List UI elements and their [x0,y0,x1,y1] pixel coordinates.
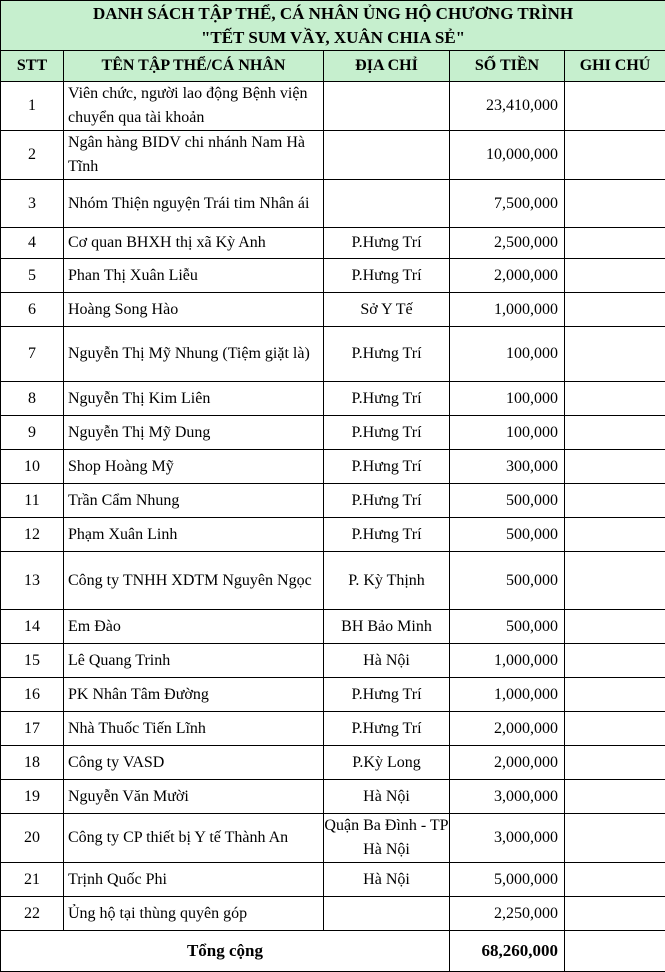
row-note [565,644,665,678]
row-amount: 100,000 [450,416,565,450]
row-stt: 3 [1,180,64,228]
column-header-address: ĐỊA CHỈ [324,51,450,82]
row-address: P. Kỳ Thịnh [324,552,450,610]
table-row [1,814,665,863]
total-note [565,931,665,972]
row-note [565,327,665,382]
table-row [1,259,665,293]
row-stt: 5 [1,259,64,293]
row-name: Ngân hàng BIDV chi nhánh Nam Hà Tĩnh [64,131,324,180]
row-address: P.Hưng Trí [324,382,450,416]
column-header-stt: STT [1,51,64,82]
row-note [565,416,665,450]
row-name: Nguyễn Thị Kim Liên [64,382,324,416]
row-address: Hà Nội [324,780,450,814]
row-note [565,382,665,416]
row-amount: 1,000,000 [450,644,565,678]
row-name: Lê Quang Trinh [64,644,324,678]
row-stt: 4 [1,228,64,259]
row-address: P.Hưng Trí [324,678,450,712]
row-amount: 100,000 [450,382,565,416]
row-name: PK Nhân Tâm Đường [64,678,324,712]
row-address: P.Hưng Trí [324,416,450,450]
row-stt: 17 [1,712,64,746]
table-row [1,610,665,644]
row-name: Công ty VASD [64,746,324,780]
row-amount: 300,000 [450,450,565,484]
row-address: Hà Nội [324,863,450,897]
row-name: Nguyễn Thị Mỹ Dung [64,416,324,450]
row-address: P.Hưng Trí [324,518,450,552]
table-row [1,712,665,746]
row-address: Sở Y Tế [324,293,450,327]
row-address: P.Hưng Trí [324,712,450,746]
row-note [565,518,665,552]
row-stt: 14 [1,610,64,644]
row-amount: 23,410,000 [450,82,565,131]
row-name: Nhóm Thiện nguyện Trái tim Nhân ái [64,180,324,228]
row-note [565,228,665,259]
row-address [324,131,450,180]
title-line-1: DANH SÁCH TẬP THỂ, CÁ NHÂN ỦNG HỘ CHƯƠNG TRÌNH [1,2,665,26]
row-name: Trần Cẩm Nhung [64,484,324,518]
row-note [565,180,665,228]
title-row [1,1,665,51]
table-row [1,897,665,931]
row-name: Phan Thị Xuân Liễu [64,259,324,293]
row-address: P.Hưng Trí [324,450,450,484]
row-address: P.Kỳ Long [324,746,450,780]
row-note [565,131,665,180]
row-stt: 15 [1,644,64,678]
row-amount: 5,000,000 [450,863,565,897]
row-amount: 500,000 [450,552,565,610]
row-address: P.Hưng Trí [324,484,450,518]
row-note [565,82,665,131]
row-amount: 2,500,000 [450,228,565,259]
table-row [1,131,665,180]
row-stt: 9 [1,416,64,450]
table-row [1,780,665,814]
row-note [565,780,665,814]
row-amount: 3,000,000 [450,780,565,814]
row-note [565,552,665,610]
row-name: Shop Hoàng Mỹ [64,450,324,484]
row-stt: 13 [1,552,64,610]
table-row [1,552,665,610]
row-stt: 21 [1,863,64,897]
row-amount: 500,000 [450,518,565,552]
table-row [1,484,665,518]
row-amount: 500,000 [450,610,565,644]
row-stt: 20 [1,814,64,863]
row-note [565,450,665,484]
row-name: Công ty TNHH XDTM Nguyên Ngọc [64,552,324,610]
table-row [1,863,665,897]
table-row [1,644,665,678]
row-address [324,897,450,931]
column-header-name: TÊN TẬP THỂ/CÁ NHÂN [64,51,324,82]
row-note [565,897,665,931]
row-name: Phạm Xuân Linh [64,518,324,552]
row-address: Hà Nội [324,644,450,678]
row-stt: 19 [1,780,64,814]
row-stt: 7 [1,327,64,382]
table-row [1,746,665,780]
row-name: Hoàng Song Hào [64,293,324,327]
total-row [1,931,665,972]
row-stt: 11 [1,484,64,518]
row-amount: 2,000,000 [450,259,565,293]
row-name: Trịnh Quốc Phi [64,863,324,897]
row-amount: 2,250,000 [450,897,565,931]
row-name: Em Đào [64,610,324,644]
row-amount: 10,000,000 [450,131,565,180]
row-amount: 3,000,000 [450,814,565,863]
table-row [1,180,665,228]
row-name: Nguyễn Thị Mỹ Nhung (Tiệm giặt là) [64,327,324,382]
column-header-amount: SỐ TIỀN [450,51,565,82]
row-address: P.Hưng Trí [324,327,450,382]
row-stt: 22 [1,897,64,931]
row-note [565,484,665,518]
row-stt: 16 [1,678,64,712]
row-stt: 10 [1,450,64,484]
row-name: Nhà Thuốc Tiến Lĩnh [64,712,324,746]
table-body [1,82,665,931]
row-address: P.Hưng Trí [324,228,450,259]
row-amount: 7,500,000 [450,180,565,228]
table-row [1,228,665,259]
row-amount: 1,000,000 [450,293,565,327]
row-note [565,259,665,293]
row-address: P.Hưng Trí [324,259,450,293]
row-name: Ủng hộ tại thùng quyên góp [64,897,324,931]
total-label: Tổng cộng [1,931,450,972]
row-note [565,610,665,644]
row-stt: 1 [1,82,64,131]
row-stt: 18 [1,746,64,780]
row-name: Cơ quan BHXH thị xã Kỳ Anh [64,228,324,259]
table-row [1,382,665,416]
row-address: Quận Ba Đình - TP Hà Nội [324,814,450,863]
table-row [1,327,665,382]
row-amount: 1,000,000 [450,678,565,712]
table-row [1,678,665,712]
row-note [565,814,665,863]
row-amount: 2,000,000 [450,712,565,746]
row-stt: 12 [1,518,64,552]
row-note [565,293,665,327]
row-note [565,746,665,780]
column-header-note: GHI CHÚ [565,51,665,82]
total-amount: 68,260,000 [450,931,565,972]
row-name: Viên chức, người lao động Bệnh viện chuyển qua tài khoản [64,82,324,131]
table-row [1,293,665,327]
row-amount: 100,000 [450,327,565,382]
row-address [324,180,450,228]
row-note [565,712,665,746]
row-stt: 8 [1,382,64,416]
row-address [324,82,450,131]
row-name: Nguyễn Văn Mười [64,780,324,814]
table-row [1,416,665,450]
table-row [1,82,665,131]
row-amount: 500,000 [450,484,565,518]
table-title [1,1,665,51]
row-stt: 6 [1,293,64,327]
header-row [1,51,665,82]
row-note [565,863,665,897]
table-row [1,518,665,552]
table-row [1,450,665,484]
row-stt: 2 [1,131,64,180]
title-line-2: "TẾT SUM VẦY, XUÂN CHIA SẺ" [1,26,665,50]
row-name: Công ty CP thiết bị Y tế Thành An [64,814,324,863]
row-note [565,678,665,712]
row-amount: 2,000,000 [450,746,565,780]
row-address: BH Bảo Minh [324,610,450,644]
